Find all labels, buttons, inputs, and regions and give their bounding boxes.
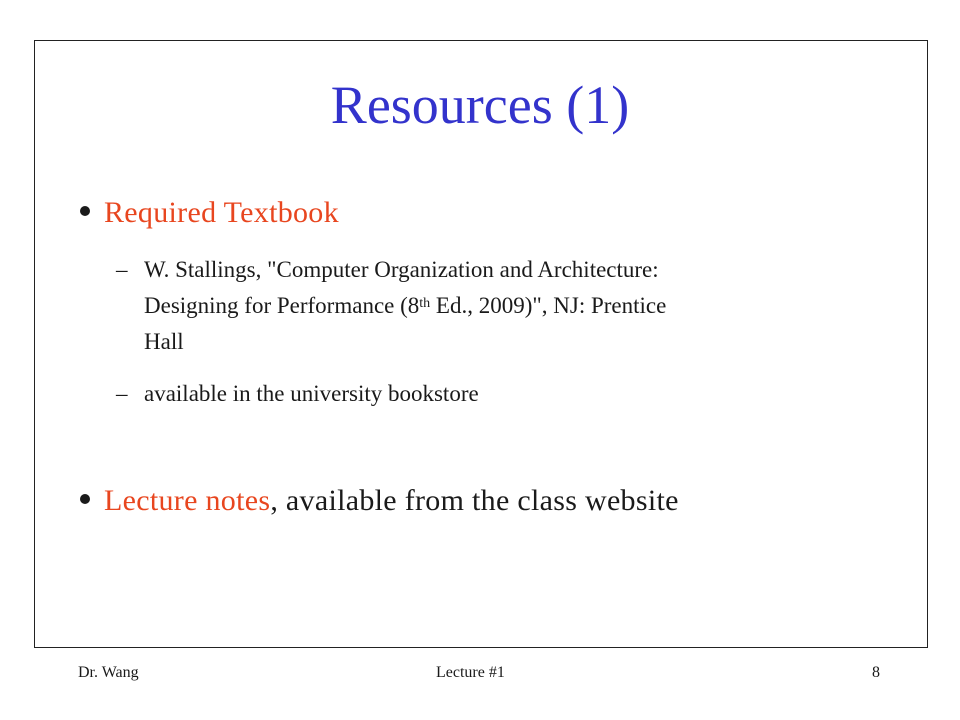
bullet-lecture-notes [80, 484, 679, 518]
citation-text-1: W. Stallings, "Computer Organization and Architecture: [144, 257, 659, 282]
slide-title: Resources (1) [330, 75, 630, 135]
citation-text-2b: Ed., 2009)", NJ: Prentice [430, 293, 667, 318]
bullet-required-textbook [80, 196, 339, 230]
dash-icon: – [116, 257, 128, 282]
bookstore-text: available in the university bookstore [144, 381, 479, 406]
lecture-notes-rest: , available from the class website [270, 484, 679, 517]
sub-item-bookstore [116, 376, 479, 412]
bullet-dot-icon [80, 206, 90, 216]
edition-superscript: th [419, 296, 431, 311]
dash-icon: – [116, 381, 128, 406]
lecture-notes-accent: Lecture notes [104, 484, 271, 517]
footer-author: Dr. Wang [78, 664, 139, 681]
footer-page-number: 8 [872, 664, 880, 681]
bullet-label: Required Textbook [104, 196, 339, 229]
citation-text-2a: Designing for Performance (8 [144, 293, 420, 318]
citation-line-1 [116, 252, 856, 288]
footer-lecture: Lecture #1 [436, 664, 505, 681]
sub-item-textbook-citation [116, 252, 856, 360]
bullet-dot-icon [80, 494, 90, 504]
citation-line-2 [116, 288, 856, 324]
citation-line-3: Hall [144, 329, 184, 354]
